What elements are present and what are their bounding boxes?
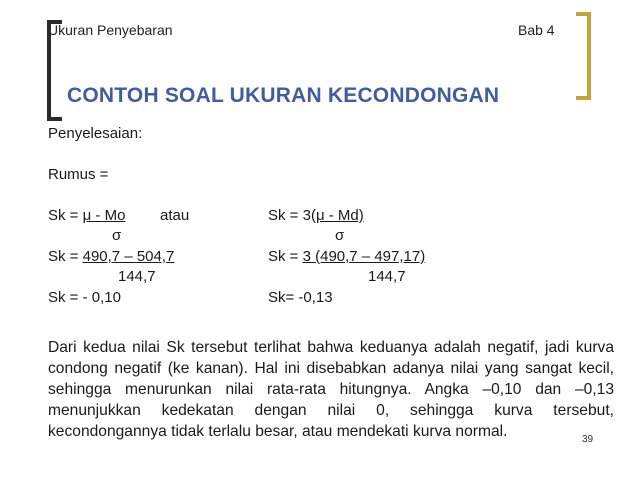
conclusion-paragraph: Dari kedua nilai Sk tersebut terlihat bahwa keduanya adalah negatif, jadi kurva condong negatif (ke kanan). Hal ini disebabkan adanya nilai yang sangat kecil, sehingga menurunkan nilai rata-rata hitungnya. Angka –0,10 dan –0,13 menunjukkan kedekatan dengan nilai 0, sehingga kurva tersebut, kecondongannya tidak terlalu besar, atau mendekati kurva normal. <box>48 339 614 440</box>
formula-pearson-mode <box>48 207 125 225</box>
formula1-lhs: Sk = <box>48 207 83 224</box>
calc2-line <box>268 248 425 266</box>
slide-title: CONTOH SOAL UKURAN KECONDONGAN <box>67 84 500 107</box>
formula2-lhs: Sk = 3( <box>268 207 316 224</box>
formula-atau: atau <box>160 207 190 224</box>
calc1-numerator: 490,7 – 504,7 <box>82 248 175 265</box>
page-number: 39 <box>582 434 594 445</box>
calc2-numerator: 3 (490,7 – 497,17) <box>302 248 426 265</box>
calc2-result: Sk= -0,13 <box>268 289 333 306</box>
calc1-lhs: Sk = <box>48 248 83 265</box>
right-bracket-decoration <box>576 12 591 100</box>
calc1-line <box>48 248 174 266</box>
left-bracket-decoration <box>47 20 62 121</box>
calc1-result: Sk = - 0,10 <box>48 289 121 306</box>
formula2-numerator: μ - Md) <box>315 207 364 224</box>
calc2-denominator: 144,7 <box>368 268 406 285</box>
formula-pearson-median <box>268 207 364 225</box>
formula2-denominator: σ <box>335 227 345 244</box>
formula1-numerator: μ - Mo <box>82 207 126 224</box>
formula-label: Rumus = <box>48 166 109 183</box>
solution-label: Penyelesaian: <box>48 125 143 142</box>
formula1-denominator: σ <box>112 227 122 244</box>
calc2-lhs: Sk = <box>268 248 303 265</box>
calc1-denominator: 144,7 <box>118 268 156 285</box>
header-chapter: Bab 4 <box>518 22 555 38</box>
header-section-title: Ukuran Penyebaran <box>48 22 173 38</box>
